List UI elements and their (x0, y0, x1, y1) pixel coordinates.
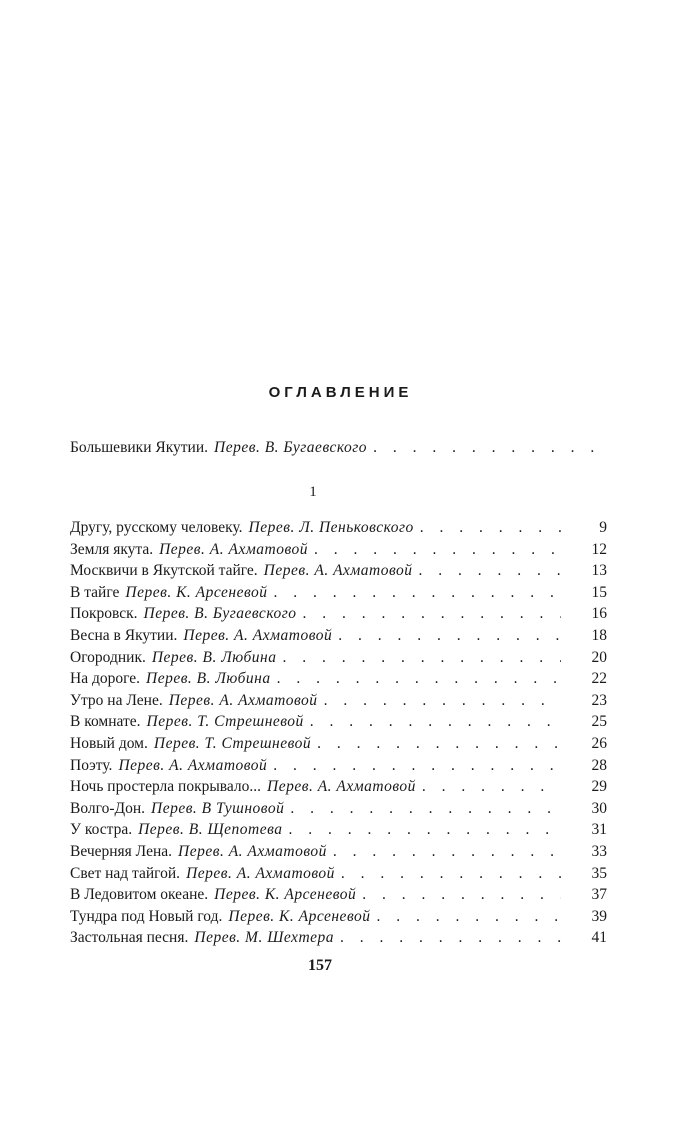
entry-translator: Перев. В. Любина (151, 648, 277, 666)
leader-dots (273, 584, 561, 602)
entry-page: 12 (591, 540, 607, 558)
entry-translator: Перев. К. Арсеневой (228, 907, 371, 925)
toc-entry (70, 713, 607, 733)
entry-translator: Перев. Т. Стрешневой (146, 713, 304, 731)
entry-translator: Перев. Л. Пеньковского (248, 519, 414, 536)
entry-translator: Перев. К. Арсеневой (214, 886, 357, 904)
entry-title: Покровск. (70, 605, 138, 623)
leader-dots (422, 778, 561, 796)
entry-page: 13 (591, 562, 607, 580)
entry-translator: Перев. К. Арсеневой (125, 583, 268, 601)
entry-page: 16 (591, 605, 607, 623)
entry-page: 31 (591, 821, 607, 839)
leader-dots (282, 649, 561, 667)
toc-entry (70, 735, 607, 755)
entry-page: 23 (591, 691, 607, 709)
entry-title: Поэту. (70, 756, 113, 774)
toc-entry-intro (70, 439, 607, 459)
entry-title: Застольная песня. (70, 929, 189, 947)
entry-page: 20 (591, 648, 607, 666)
entry-translator: Перев. М. Шехтера (194, 929, 335, 947)
entry-translator: Перев. В. Бугаевского (214, 439, 368, 456)
leader-dots (273, 757, 561, 775)
leader-dots (341, 865, 561, 883)
entry-translator: Перев. А. Ахматовой (118, 756, 268, 774)
entry-translator: Перев. А. Ахматовой (168, 691, 318, 709)
toc-entry (70, 670, 607, 690)
entry-title: Огородник. (70, 648, 146, 666)
entry-title: Большевики Якутии. (70, 439, 209, 456)
section-number: 1 (309, 484, 317, 500)
leader-dots (419, 562, 561, 580)
toc-entry (70, 584, 607, 604)
toc-entry (70, 692, 607, 712)
entry-translator: Перев. А. Ахматовой (183, 627, 333, 644)
entry-title: Москвичи в Якутской тайге. (70, 562, 258, 580)
entry-title: В тайге (70, 583, 120, 601)
leader-dots (314, 541, 561, 559)
leader-dots (340, 929, 561, 947)
entry-translator: Перев. В. Бугаевского (143, 605, 297, 623)
leader-dots (324, 692, 561, 710)
leader-dots (303, 605, 561, 623)
entry-page: 22 (591, 670, 607, 688)
entry-page: 30 (591, 799, 607, 817)
entry-page: 41 (591, 929, 607, 947)
toc-entry (70, 562, 607, 582)
toc-entry (70, 519, 607, 539)
entry-title: На дороге. (70, 670, 140, 688)
entry-title: Новый дом. (70, 735, 148, 752)
leader-dots (362, 886, 561, 904)
entry-page: 37 (591, 886, 607, 904)
entry-title: Другу, русскому человеку. (70, 519, 243, 536)
entry-title: Свет над тайгой. (70, 864, 181, 882)
entry-page: 15 (591, 583, 607, 601)
entry-title: Ночь простерла покрывало... (70, 778, 262, 796)
entry-page: 9 (599, 519, 607, 536)
entry-translator: Перев. В. Любина (146, 670, 271, 688)
entry-title: Земля якута. (70, 540, 154, 558)
entry-page: 28 (591, 756, 607, 774)
leader-dots (333, 843, 561, 861)
toc-entry (70, 908, 607, 928)
toc-entry (70, 929, 607, 949)
entry-page: 33 (591, 843, 607, 860)
entry-page: 18 (591, 627, 607, 644)
toc-entry (70, 865, 607, 885)
entry-translator: Перев. В. Щепотева (138, 821, 283, 839)
toc-entry (70, 627, 607, 647)
entry-title: В Ледовитом океане. (70, 886, 209, 904)
toc-entry (70, 757, 607, 777)
leader-dots (277, 670, 561, 688)
entry-translator: Перев. В Тушновой (151, 799, 285, 817)
leader-dots (420, 519, 561, 537)
leader-dots (288, 821, 561, 839)
entry-title: У костра. (70, 821, 133, 839)
leader-dots (317, 735, 561, 753)
toc-entry (70, 649, 607, 669)
leader-dots (290, 800, 561, 818)
entry-title: Утро на Лене. (70, 691, 163, 709)
entry-translator: Перев. А. Ахматовой (267, 778, 416, 796)
entry-translator: Перев. А. Ахматовой (178, 843, 327, 860)
entry-title: Весна в Якутии. (70, 627, 178, 644)
entry-translator: Перев. А. Ахматовой (263, 562, 413, 580)
leader-dots (376, 908, 561, 926)
entry-translator: Перев. А. Ахматовой (186, 864, 335, 882)
toc-entry (70, 605, 607, 625)
toc-entry (70, 821, 607, 841)
page-folio: 157 (308, 957, 332, 974)
entry-page: 25 (591, 713, 607, 731)
entry-title: Волго-Дон. (70, 799, 145, 817)
toc-heading: ОГЛАВЛЕНИЕ (268, 384, 413, 401)
toc-entry (70, 843, 607, 863)
entry-title: Тундра под Новый год. (70, 907, 223, 925)
entry-page: 29 (591, 778, 607, 796)
entry-page: 35 (591, 864, 607, 882)
leader-dots (338, 627, 561, 645)
entry-page: 39 (591, 907, 607, 925)
entry-translator: Перев. А. Ахматовой (159, 540, 308, 558)
entry-title: В комнате. (70, 713, 141, 731)
toc-entry (70, 800, 607, 820)
toc-entry (70, 886, 607, 906)
toc-entry (70, 778, 607, 798)
leader-dots (373, 439, 601, 457)
entry-page: 26 (591, 735, 607, 752)
entry-title: Вечерняя Лена. (70, 843, 173, 860)
toc-entry (70, 541, 607, 561)
entry-translator: Перев. Т. Стрешневой (153, 735, 312, 752)
leader-dots (310, 713, 561, 731)
